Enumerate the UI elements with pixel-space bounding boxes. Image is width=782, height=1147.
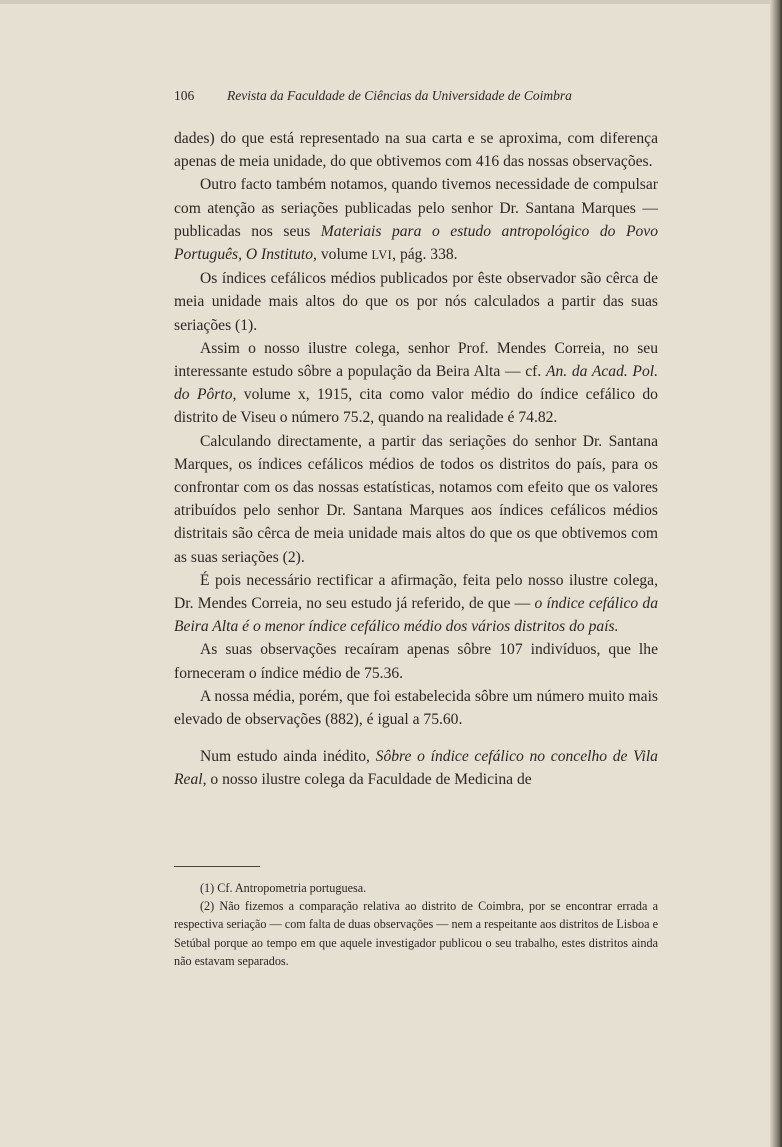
paragraph-2	[174, 173, 658, 267]
footnote-1: (1) Cf. Antropometria portuguesa.	[200, 881, 367, 895]
page-number: 106	[174, 88, 195, 103]
p4-citation: An. da Acad. Pol. do Pôrto,	[174, 363, 658, 404]
p4-text-c: volume x, 1915, cita como valor médio do índice cefálico do distrito de Viseu o número 75.2, quando na realidade é 74.82.	[174, 386, 658, 427]
p9-text-a: Num estudo ainda inédito,	[200, 748, 376, 766]
p2-text-c: volume	[316, 246, 372, 264]
paragraph-7: As suas observações recaíram apenas sôbre 107 indivíduos, que lhe forneceram o índice médio de 75.36.	[174, 641, 658, 682]
p9-text-c: o nosso ilustre colega da Faculdade de Medicina de	[206, 771, 532, 789]
paragraph-1: dades) do que está representado na sua carta e se aproxima, com diferença apenas de meia unidade, do que obtivemos com 416 das nossas observações.	[174, 130, 658, 171]
p2-citation: Materiais para o estudo antropológico do Povo Português, O Instituto,	[174, 222, 658, 264]
p6-quote: o índice cefálico da Beira Alta é o menor índice cefálico médio dos vários distritos do país.	[174, 595, 659, 636]
paragraph-8: A nossa média, porém, que foi estabelecida sôbre um número muito mais elevado de observações (882), é igual a 75.60.	[174, 687, 658, 729]
footnote-2: (2) Não fizemos a comparação relativa ao distrito de Coimbra, por se encontrar errada a respectiva seriação — com falta de duas observações — nem a respeitante aos distritos de Lisboa e Setúbal porque ao tempo em que aquele investigador publicou o seu trabalho, estes distritos ainda não estavam separados.	[174, 899, 658, 968]
running-header	[174, 86, 618, 106]
paragraph-3: Os índices cefálicos médios publicados por êste observador são cêrca de meia unidade mais altos do que os por nós calculados a partir das suas seriações (1).	[174, 270, 658, 334]
p4-text-a: Assim o nosso ilustre colega, senhor Prof. Mendes Correia, no seu interessante estudo sôbre a população da Beira Alta — cf.	[174, 339, 658, 381]
p2-volume: LVI	[371, 248, 393, 263]
paragraph-9	[174, 745, 658, 791]
p2-text-e: , pág. 338.	[392, 246, 458, 264]
p6-text-a: É pois necessário rectificar a afirmação, feita pelo nosso ilustre colega, Dr. Mendes Correia, no seu estudo já referido, de que —	[174, 571, 658, 613]
paragraph-4	[174, 337, 658, 430]
page-binding-edge	[770, 0, 782, 1147]
paragraph-6	[174, 569, 658, 639]
footnotes	[174, 879, 658, 970]
main-text	[174, 127, 658, 792]
page-top-edge	[0, 0, 782, 4]
p9-title: Sôbre o índice cefálico no concelho de Vila Real,	[174, 748, 658, 789]
journal-title: Revista da Faculdade de Ciências da Universidade de Coimbra	[227, 88, 572, 103]
footnote-divider	[174, 866, 260, 867]
p2-text-a: Outro facto também notamos, quando tivemos necessidade de compulsar com atenção as seriações publicadas pelo senhor Dr. Santana Marques — publicadas nos seus	[174, 176, 658, 240]
paragraph-5: Calculando directamente, a partir das seriações do senhor Dr. Santana Marques, os índices cefálicos médios de todos os distritos do país, para os confrontar com os das nossas estatísticas, notamos com efeito que os valores atribuídos pelo senhor Dr. Santana Marques aos índices cefálicos médios distritais são cêrca de meia unidade mais altos do que os que obtivemos com as suas seriações (2).	[174, 432, 658, 566]
